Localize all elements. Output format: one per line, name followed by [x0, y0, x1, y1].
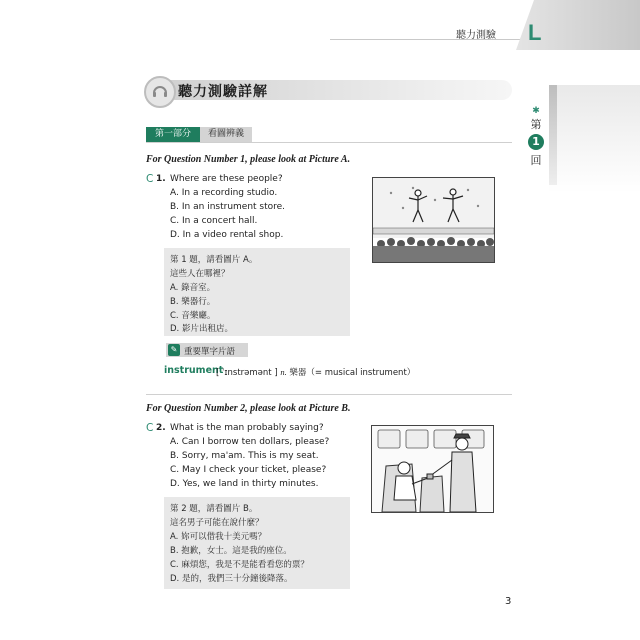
- question-2-translation-line: 這名男子可能在說什麼？: [170, 518, 264, 528]
- side-tab-background: [549, 85, 640, 193]
- part-rule: [146, 142, 512, 143]
- header-title: 聽力測驗: [456, 30, 496, 41]
- picture-a: [372, 177, 495, 263]
- question-1-answer: C: [146, 173, 154, 185]
- section-title: 聽力測驗詳解: [178, 84, 268, 100]
- question-2-answer: C: [146, 422, 154, 434]
- question-2-translation-line: C. 麻煩您，我是不是能看看您的票？: [170, 560, 309, 570]
- picture-b: [371, 425, 494, 513]
- side-prefix: 第: [530, 118, 542, 131]
- side-tab-edge: [549, 85, 557, 185]
- question-1-option-a: A. In a recording studio.: [170, 188, 278, 198]
- question-1-option-b: B. In an instrument store.: [170, 202, 286, 212]
- question-2-text: What is the man probably saying?: [170, 423, 324, 433]
- pencil-icon: ✎: [168, 344, 180, 356]
- question-1-translation-line: 這些人在哪裡？: [170, 269, 230, 279]
- question-2-option-b: B. Sorry, ma'am. This is my seat.: [170, 451, 319, 461]
- question-1-translation-line: D. 影片出租店。: [170, 324, 233, 334]
- round-number: 1: [528, 134, 544, 150]
- question-2-translation-line: 第 2 題，請看圖片 B。: [170, 504, 258, 514]
- page-number: 3: [505, 596, 512, 607]
- question-1-option-d: D. In a video rental shop.: [170, 230, 284, 240]
- vocab-part-of-speech: n.: [280, 367, 287, 377]
- question-2-option-a: A. Can I borrow ten dollars, please?: [170, 437, 330, 447]
- question-1-option-c: C. In a concert hall.: [170, 216, 258, 226]
- question-2-translation-line: A. 妳可以借我十美元嗎？: [170, 532, 267, 542]
- question-1-translation-line: B. 樂器行。: [170, 297, 216, 307]
- vocab-definition: [216, 366, 415, 378]
- part-label: 第一部分: [146, 127, 200, 142]
- side-suffix: 回: [530, 154, 542, 167]
- question-2-translation-line: D. 是的，我們三十分鐘後降落。: [170, 574, 293, 584]
- question-2-option-c: C. May I check your ticket, please?: [170, 465, 327, 475]
- vocab-meaning: 樂器（= musical instrument）: [289, 368, 416, 378]
- part-name: 看圖辨義: [200, 127, 252, 142]
- question-1-number: 1.: [156, 174, 166, 184]
- question-1-translation-line: 第 1 題，請看圖片 A。: [170, 255, 258, 265]
- question-1-intro: For Question Number 1, please look at Picture A.: [146, 154, 351, 165]
- headphones-icon: [144, 76, 176, 108]
- vocab-word: instrument: [164, 365, 224, 376]
- question-2-option-d: D. Yes, we land in thirty minutes.: [170, 479, 319, 489]
- star-icon: ✱: [532, 106, 540, 116]
- question-2-translation-line: B. 抱歉，女士。這是我的座位。: [170, 546, 292, 556]
- section-letter: L: [528, 20, 542, 45]
- question-2-number: 2.: [156, 423, 166, 433]
- question-1-translation-line: A. 錄音室。: [170, 283, 216, 293]
- question-divider: [146, 394, 512, 395]
- vocab-pronunciation: [ ˈɪnstrəmənt ]: [216, 368, 278, 378]
- question-1-translation-line: C. 音樂廳。: [170, 311, 216, 321]
- vocab-heading: 重要單字片語: [184, 347, 236, 357]
- question-1-text: Where are these people?: [170, 174, 283, 184]
- side-round-marker: [524, 106, 548, 168]
- question-2-intro: For Question Number 2, please look at Picture B.: [146, 403, 351, 414]
